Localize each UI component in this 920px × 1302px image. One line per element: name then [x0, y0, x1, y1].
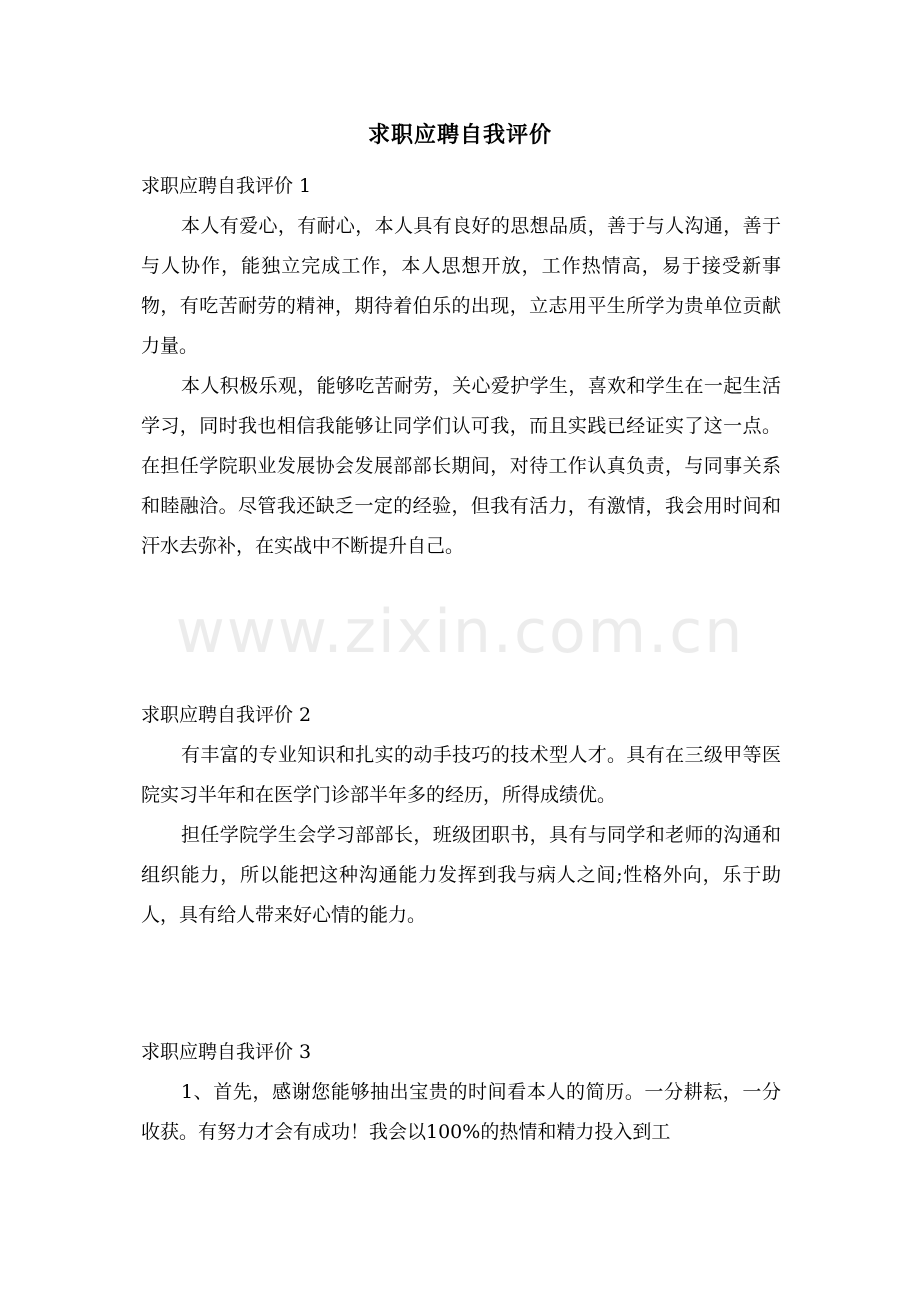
paragraph: 1、首先，感谢您能够抽出宝贵的时间看本人的简历。一分耕耘，一分收获。有努力才会有成功！我会以100%的热情和精力投入到工 [141, 1081, 781, 1143]
section-1 [141, 166, 781, 566]
section-2 [141, 695, 781, 935]
paragraph: 本人有爱心，有耐心，本人具有良好的思想品质，善于与人沟通，善于与人协作，能独立完成工作，本人思想开放，工作热情高，易于接受新事物，有吃苦耐劳的精神，期待着伯乐的出现，立志用平生所学为贵单位贡献力量。 [141, 215, 781, 357]
section-heading: 求职应聘自我评价 2 [141, 704, 312, 726]
paragraph: 有丰富的专业知识和扎实的动手技巧的技术型人才。具有在三级甲等医院实习半年和在医学门诊部半年多的经历，所得成绩优。 [141, 744, 781, 806]
paragraph: 本人积极乐观，能够吃苦耐劳，关心爱护学生，喜欢和学生在一起生活学习，同时我也相信我能够让同学们认可我，而且实践已经证实了这一点。在担任学院职业发展协会发展部部长期间，对待工作认真负责，与同事关系和睦融洽。尽管我还缺乏一定的经验，但我有活力，有激情，我会用时间和汗水去弥补，在实战中不断提升自己。 [141, 375, 781, 557]
watermark-text: www.zixin.com.cn [175, 597, 745, 667]
section-heading: 求职应聘自我评价 1 [141, 175, 312, 197]
section-heading: 求职应聘自我评价 3 [141, 1041, 312, 1063]
document-title: 求职应聘自我评价 [367, 122, 552, 148]
section-3 [141, 1032, 781, 1152]
paragraph: 担任学院学生会学习部部长，班级团职书，具有与同学和老师的沟通和组织能力，所以能把这种沟通能力发挥到我与病人之间;性格外向，乐于助人，具有给人带来好心情的能力。 [141, 824, 781, 926]
